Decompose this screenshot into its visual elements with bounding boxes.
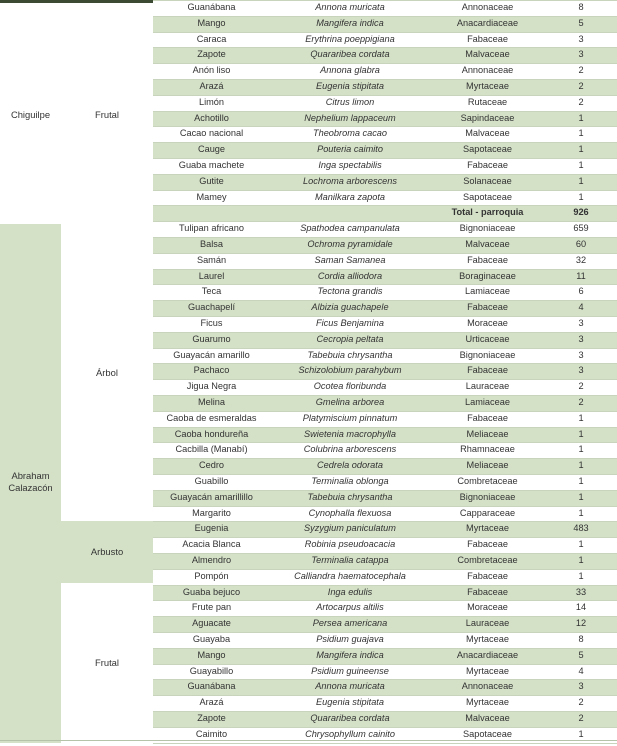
row-separator [153,0,617,1]
cell-common: Arazá [199,81,224,91]
cell-sci: Psidium guineense [311,665,389,676]
cell-sci: Erythrina poeppigiana [305,33,395,44]
cell-sci: Cecropia peltata [316,333,384,344]
cell-sci: Psidium guajava [316,634,384,644]
cell-sci: Spathodea campanulata [300,223,400,234]
cell-common: Mango [197,649,226,660]
cell-family: Sapotaceae [462,191,513,202]
row-separator [153,269,617,270]
cell-sci: Ficus Benjamina [316,318,384,328]
cell-n: 14 [575,602,587,613]
row-separator [153,284,617,285]
cell-common: Guayaba [192,634,231,644]
cell-family: Sapotaceae [462,144,513,155]
cell-n: 3 [578,49,584,60]
cell-common: Eugenia [194,523,229,534]
type-label-arbusto: Arbusto [90,546,124,557]
cell-family: Lamiaceae [465,397,510,407]
cell-sci: Colubrina arborescens [303,444,397,455]
cell-family: Fabaceae [467,254,508,265]
cell-sci: Cordia alliodora [317,270,383,281]
cell-n: 1 [578,476,584,486]
cell-sci: Inga edulis [327,586,373,597]
cell-sci: Annona muricata [315,2,385,12]
cell-family: Sapotaceae [462,728,513,739]
cell-common: Margarito [192,507,231,518]
row-separator [153,411,617,412]
cell-common: Tulipan africano [178,223,245,234]
row-separator [153,111,617,112]
cell-family: Annonaceae [461,681,514,692]
cell-sci: Terminalia catappa [311,555,389,565]
cell-n: 2 [578,96,584,107]
cell-n: 1 [578,191,584,202]
cell-sci: Syzygium paniculatum [304,523,396,534]
row-separator [153,521,617,522]
cell-n: 3 [578,318,584,328]
cell-family: Myrtaceae [466,665,509,676]
cell-n: 1 [578,539,584,550]
cell-n: 1 [578,444,584,455]
cell-common: Guaba machete [178,160,245,170]
cell-n: 2 [578,713,584,723]
row-separator [153,205,617,206]
cell-n: 60 [575,239,587,249]
cell-sci: Tectona grandis [317,286,383,297]
row-separator [153,237,617,238]
cell-n: 3 [578,349,584,360]
cell-n: 1 [578,160,584,170]
row-separator [153,316,617,317]
row-separator [153,158,617,159]
cell-common: Cacao nacional [179,128,244,139]
cell-family: Malvaceae [465,128,510,139]
cell-family: Bignoniaceae [459,349,516,360]
cell-common: Samán [196,254,227,265]
cell-sci: Chrysophyllum cainito [305,728,395,739]
cell-n: 1 [578,728,584,739]
cell-sci: Inga spectabilis [318,160,382,170]
cell-n: 8 [578,634,584,644]
cell-family: Myrtaceae [466,523,509,534]
cell-n: 3 [578,33,584,44]
parish-label-abraham: Abraham Calazacón [8,470,53,493]
cell-sci: Quararibea cordata [310,713,390,723]
parish-label-chiguilpe: Chiguilpe [10,109,51,120]
cell-sci: Albizia guachapele [311,302,389,313]
row-separator [153,190,617,191]
cell-common: Melina [197,397,226,407]
cell-common: Almendro [191,555,232,565]
cell-sci: Tabebuia chrysantha [307,349,393,360]
cell-sci: Ocotea floribunda [313,381,387,392]
cell-sci: Gmelina arborea [315,397,385,407]
cell-sci: Lochroma arborescens [303,175,397,186]
cell-common: Balsa [200,239,223,249]
cell-family: Combretaceae [457,555,518,565]
row-separator [153,727,617,728]
type-label-frutal-2: Frutal [95,657,119,668]
cell-family: Anacardiaceae [456,649,519,660]
row-separator [153,363,617,364]
row-separator [153,474,617,475]
cell-n: 5 [578,649,584,660]
cell-n: 2 [578,381,584,392]
row-separator [153,63,617,64]
cell-common: Pompón [194,570,229,581]
row-separator [153,300,617,301]
row-separator [153,253,617,254]
cell-n: 11 [576,270,586,281]
cell-family: Urticaceae [465,333,510,344]
row-separator [153,616,617,617]
cell-family: Moraceae [467,318,508,328]
cell-family: Bignoniaceae [459,491,516,502]
row-separator [153,648,617,649]
cell-family: Sapindaceae [460,112,515,123]
type-label-frutal-1: Frutal [95,109,119,120]
cell-common: Mamey [196,191,227,202]
row-separator [153,711,617,712]
cell-sci: Manilkara zapota [315,191,385,202]
cell-family: Lauraceae [465,381,510,392]
cell-family: Anacardiaceae [456,17,519,28]
cell-family: Fabaceae [467,570,508,581]
cell-sci: Theobroma cacao [312,128,388,139]
cell-common: Guayacán amarillo [173,349,250,360]
row-separator [153,458,617,459]
type-label-arbol: Árbol [96,367,118,378]
cell-common: Caimito [195,728,228,739]
cell-common: Pachaco [193,365,230,376]
cell-n: 12 [575,618,587,629]
row-separator [153,490,617,491]
cell-common: Zapote [197,49,226,60]
table-bottom-line [0,740,617,741]
cell-n: 483 [573,523,589,534]
cell-n: 1 [578,460,584,471]
cell-sci: Calliandra haematocephala [294,570,406,581]
cell-sci: Nephelium lappaceum [304,112,396,123]
row-separator [153,79,617,80]
row-separator [153,585,617,586]
cell-family: Rutaceae [467,96,508,107]
cell-sci: Terminalia oblonga [311,476,389,486]
cell-common: Guarumo [192,333,231,344]
cell-common: Jigua Negra [186,381,237,392]
cell-family: Annonaceae [461,2,514,12]
cell-family: Malvaceae [465,239,510,249]
cell-n: 32 [575,254,587,265]
cell-sci: Quararibea cordata [310,49,390,60]
cell-n: 3 [578,365,584,376]
cell-sci: Swietenia macrophylla [304,428,396,439]
cell-family: Fabaceae [467,586,508,597]
total-value: 926 [573,207,589,218]
cell-n: 4 [578,302,584,313]
cell-family: Combretaceae [457,476,518,486]
cell-sci: Eugenia stipitata [316,697,384,708]
cell-common: Guaba bejuco [182,586,241,597]
row-separator [153,142,617,143]
cell-sci: Ochroma pyramidale [307,239,393,249]
cell-family: Myrtaceae [466,81,509,91]
cell-common: Aguacate [192,618,231,629]
row-separator [153,379,617,380]
cell-sci: Cynophalla flexuosa [308,507,392,518]
row-separator [153,743,617,744]
cell-common: Mango [197,17,226,28]
row-separator [153,32,617,33]
cell-common: Guanábana [187,681,236,692]
cell-common: Guanábana [187,2,236,12]
cell-common: Teca [201,286,222,297]
cell-sci: Annona glabra [320,65,380,76]
row-separator [153,664,617,665]
cell-family: Fabaceae [467,302,508,313]
cell-common: Caoba hondureña [174,428,249,439]
cell-common: Guabillo [194,476,229,486]
cell-family: Myrtaceae [466,634,509,644]
cell-n: 1 [578,112,584,123]
row-separator [153,47,617,48]
cell-n: 1 [578,412,584,423]
row-separator [153,126,617,127]
row-separator [153,427,617,428]
cell-sci: Artocarpus altilis [316,602,384,613]
cell-common: Frute pan [191,602,232,613]
cell-sci: Platymiscium pinnatum [302,412,398,423]
cell-family: Malvaceae [465,49,510,60]
cell-family: Fabaceae [467,33,508,44]
row-separator [153,395,617,396]
cell-n: 8 [578,2,584,12]
total-label: Total - parroquia [451,207,524,218]
cell-common: Anón liso [192,65,231,76]
cell-sci: Citrus limon [325,96,375,107]
cell-common: Guachapelí [188,302,235,313]
cell-family: Capparaceae [459,507,516,518]
row-separator [153,695,617,696]
cell-common: Guayacán amarillillo [170,491,253,502]
cell-sci: Saman Samanea [314,254,386,265]
cell-family: Rhamnaceae [460,444,515,455]
row-separator [153,506,617,507]
cell-n: 1 [578,491,584,502]
cell-sci: Schizolobium parahybum [298,365,402,376]
cell-n: 659 [573,223,589,234]
cell-family: Fabaceae [467,365,508,376]
cell-common: Cacbilla (Manabí) [175,444,248,455]
cell-n: 33 [575,586,587,597]
cell-family: Myrtaceae [466,697,509,708]
cell-n: 2 [578,397,584,407]
row-separator [153,537,617,538]
cell-sci: Mangifera indica [316,649,384,660]
cell-sci: Tabebuia chrysantha [307,491,393,502]
cell-common: Cedro [198,460,225,471]
cell-family: Bignoniaceae [459,223,516,234]
row-separator [153,679,617,680]
row-separator [153,632,617,633]
cell-family: Lauraceae [465,618,510,629]
row-separator [153,569,617,570]
cell-n: 1 [578,570,584,581]
cell-sci: Mangifera indica [316,17,384,28]
cell-family: Meliaceae [466,428,509,439]
cell-n: 2 [578,697,584,708]
cell-family: Fabaceae [467,539,508,550]
cell-common: Cauge [197,144,226,155]
cell-n: 1 [578,128,584,139]
cell-family: Fabaceae [467,412,508,423]
cell-n: 6 [578,286,584,297]
row-separator [153,442,617,443]
cell-family: Moraceae [467,602,508,613]
cell-common: Ficus [200,318,223,328]
cell-n: 1 [578,507,584,518]
cell-sci: Annona muricata [315,681,385,692]
cell-common: Arazá [199,697,224,708]
species-table [0,3,617,743]
row-separator [153,174,617,175]
cell-family: Fabaceae [467,160,508,170]
row-separator [153,332,617,333]
cell-n: 5 [578,17,584,28]
cell-common: Acacia Blanca [182,539,241,550]
cell-sci: Pouteria caimito [317,144,383,155]
cell-n: 3 [578,681,584,692]
cell-common: Limón [198,96,225,107]
cell-n: 3 [578,333,584,344]
cell-n: 1 [578,175,584,186]
cell-common: Guayabillo [189,665,234,676]
row-separator [153,221,617,222]
cell-common: Caoba de esmeraldas [166,412,257,423]
cell-family: Annonaceae [461,65,514,76]
cell-family: Meliaceae [466,460,509,471]
cell-n: 1 [578,555,584,565]
cell-sci: Eugenia stipitata [316,81,384,91]
cell-common: Zapote [197,713,226,723]
cell-n: 2 [578,65,584,76]
cell-n: 1 [578,144,584,155]
cell-sci: Robinia pseudoacacia [304,539,396,550]
cell-family: Boraginaceae [459,270,516,281]
row-separator [153,553,617,554]
row-separator [153,95,617,96]
cell-sci: Persea americana [312,618,388,629]
cell-family: Solanaceae [463,175,512,186]
cell-common: Laurel [198,270,225,281]
cell-sci: Cedrela odorata [317,460,383,471]
cell-n: 4 [578,665,584,676]
cell-common: Caraca [196,33,227,44]
cell-family: Malvaceae [465,713,510,723]
cell-n: 2 [578,81,584,91]
cell-common: Achotillo [194,112,229,123]
row-separator [153,16,617,17]
row-separator [153,348,617,349]
cell-family: Lamiaceae [465,286,510,297]
cell-n: 1 [578,428,584,439]
cell-common: Gutite [199,175,224,186]
row-separator [153,600,617,601]
